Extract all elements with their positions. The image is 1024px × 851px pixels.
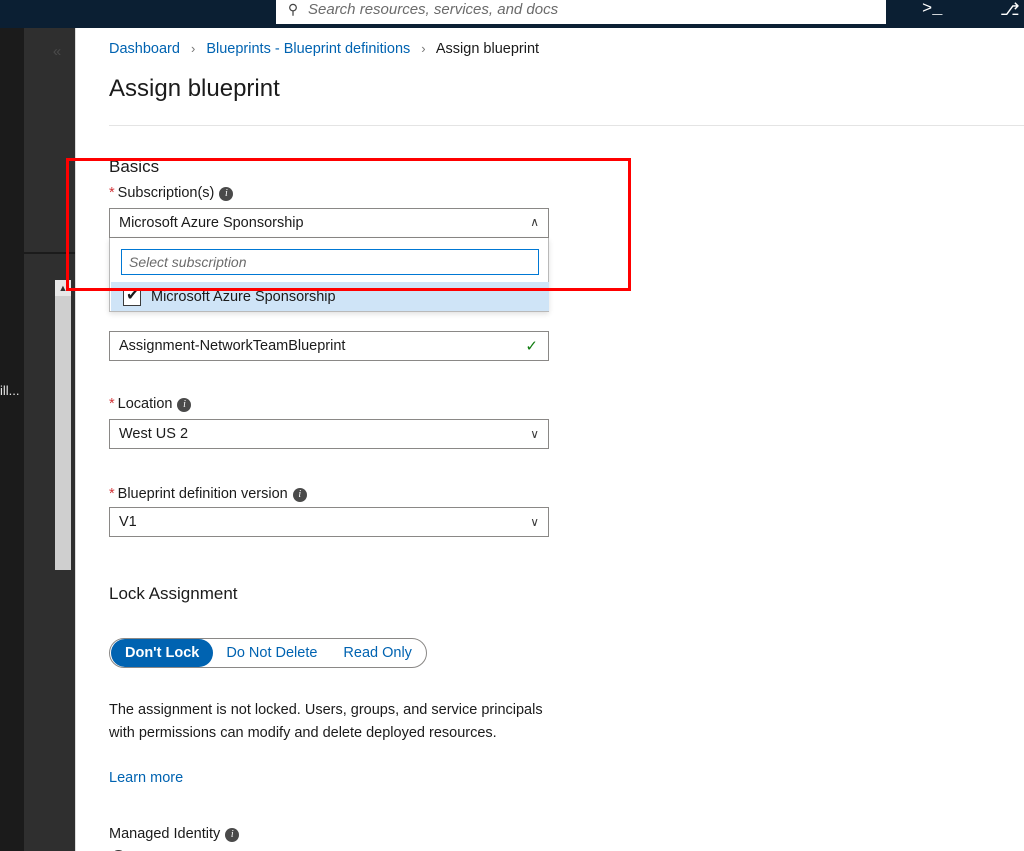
subscription-option-checkbox[interactable] <box>123 288 141 306</box>
location-label <box>109 396 191 412</box>
subscription-option[interactable] <box>111 282 549 311</box>
location-required-marker: * <box>109 396 115 412</box>
breadcrumb-separator-2: › <box>421 41 426 56</box>
lock-option-dont-lock[interactable]: Don't Lock <box>111 639 213 667</box>
lock-option-read-only[interactable]: Read Only <box>343 645 412 661</box>
section-heading-basics: Basics <box>109 157 160 176</box>
blade-scrollbar-track[interactable] <box>55 280 71 570</box>
chevron-down-icon[interactable]: ∨ <box>530 427 539 441</box>
subscription-option-label: Microsoft Azure Sponsorship <box>151 288 336 305</box>
managed-identity-label <box>109 826 239 842</box>
page-title: Assign blueprint <box>109 75 280 102</box>
subscription-label-text: Subscription(s) <box>117 185 215 201</box>
directory-switch-icon[interactable]: ⎇ <box>1000 0 1020 19</box>
subscription-selected-value: Microsoft Azure Sponsorship <box>119 215 304 231</box>
check-icon: ✔ <box>126 286 140 304</box>
learn-more-link[interactable]: Learn more <box>109 770 184 786</box>
rail-truncated-label: ill... <box>0 383 20 398</box>
valid-check-icon: ✓ <box>525 338 538 355</box>
breadcrumb-separator-1: › <box>190 41 196 56</box>
assign-blueprint-blade <box>75 28 1024 851</box>
subscription-combobox[interactable] <box>109 208 549 238</box>
info-icon[interactable]: i <box>293 488 307 502</box>
version-selected-value: V1 <box>119 514 137 530</box>
assignment-name-value: Assignment-NetworkTeamBlueprint <box>119 338 346 354</box>
location-selected-value: West US 2 <box>119 426 189 442</box>
version-required-marker: * <box>109 486 115 502</box>
managed-identity-label-text: Managed Identity <box>109 826 221 842</box>
location-dropdown[interactable] <box>109 419 549 449</box>
version-label <box>109 486 307 502</box>
collapse-menu-button[interactable]: « <box>52 43 62 60</box>
left-rail-outer <box>0 28 24 851</box>
chevron-down-icon[interactable]: ∨ <box>530 515 539 529</box>
breadcrumb-blueprint-definitions[interactable]: Blueprints - Blueprint definitions <box>206 41 411 57</box>
section-heading-lock-assignment: Lock Assignment <box>109 584 238 603</box>
subscription-dropdown-panel <box>109 238 549 312</box>
title-divider <box>109 125 1024 126</box>
cloud-shell-icon[interactable]: >_ <box>922 0 943 19</box>
version-dropdown[interactable] <box>109 507 549 537</box>
lock-option-do-not-delete[interactable]: Do Not Delete <box>226 645 318 661</box>
left-rail-divider <box>24 252 75 254</box>
location-label-text: Location <box>117 396 173 412</box>
global-search-box[interactable] <box>276 0 886 24</box>
breadcrumb-current: Assign blueprint <box>435 41 540 57</box>
assignment-name-input[interactable] <box>109 331 549 361</box>
subscription-search-input[interactable]: Select subscription <box>121 249 539 275</box>
info-icon[interactable]: i <box>177 398 191 412</box>
chevron-up-icon[interactable]: ∨ <box>530 216 539 230</box>
search-input-placeholder[interactable]: Search resources, services, and docs <box>308 0 559 18</box>
lock-assignment-toggle-group[interactable] <box>109 638 427 668</box>
lock-assignment-description: The assignment is not locked. Users, groups, and service principals with permissions can modify and delete deployed resources. <box>109 702 543 741</box>
breadcrumb-dashboard[interactable]: Dashboard <box>109 41 180 57</box>
breadcrumb <box>109 41 539 57</box>
scroll-up-icon[interactable]: ▲ <box>55 280 71 296</box>
info-icon[interactable]: i <box>219 187 233 201</box>
top-navigation-bar <box>0 0 1024 28</box>
subscription-label <box>109 185 233 201</box>
version-label-text: Blueprint definition version <box>117 486 288 502</box>
subscription-required-marker: * <box>109 185 115 201</box>
search-icon: ⚲ <box>287 1 299 17</box>
info-icon[interactable]: i <box>225 828 239 842</box>
